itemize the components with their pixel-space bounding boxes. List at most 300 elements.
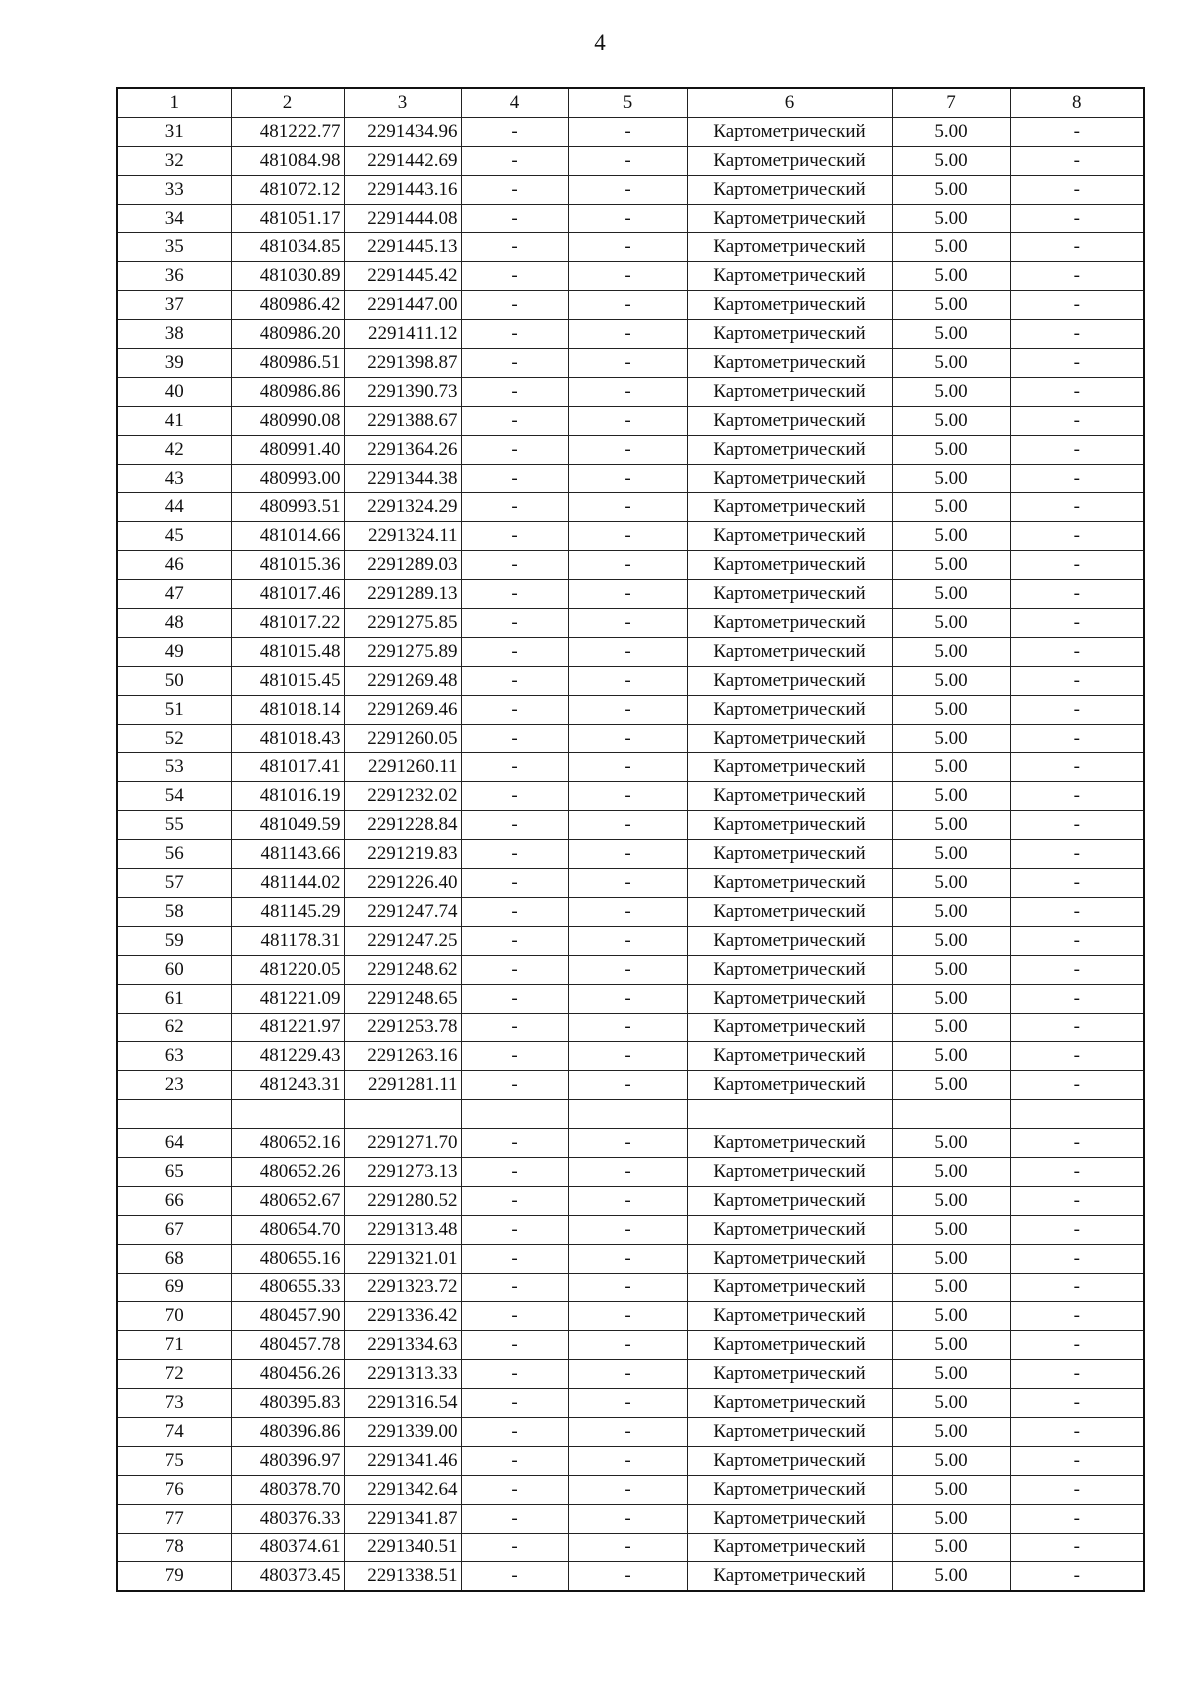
table-row	[117, 1389, 1144, 1418]
x-coordinate-cell: 480395.83	[231, 1389, 344, 1418]
method-cell: Картометрический	[687, 1446, 892, 1475]
page-number: 4	[594, 30, 606, 55]
point-number-cell: 66	[117, 1186, 231, 1215]
point-number-cell: 51	[117, 695, 231, 724]
x-coordinate-cell: 480993.51	[231, 493, 344, 522]
y-coordinate-cell: 2291442.69	[344, 146, 461, 175]
table-row	[117, 1157, 1144, 1186]
table-row	[117, 1215, 1144, 1244]
x-coordinate-cell: 480456.26	[231, 1360, 344, 1389]
x-coordinate-cell: 481221.97	[231, 1013, 344, 1042]
point-number-cell: 43	[117, 464, 231, 493]
point-number-cell: 77	[117, 1504, 231, 1533]
col5-cell: -	[568, 811, 687, 840]
x-coordinate-cell: 481034.85	[231, 233, 344, 262]
col8-cell: -	[1010, 262, 1144, 291]
method-cell: Картометрический	[687, 1533, 892, 1562]
table-row	[117, 782, 1144, 811]
table-row	[117, 1417, 1144, 1446]
header-row	[117, 88, 1144, 117]
table-row	[117, 1302, 1144, 1331]
point-number-cell: 33	[117, 175, 231, 204]
point-number-cell: 73	[117, 1389, 231, 1418]
method-cell: Картометрический	[687, 1417, 892, 1446]
header-cell-3: 3	[344, 88, 461, 117]
method-cell: Картометрический	[687, 782, 892, 811]
col4-cell: -	[461, 262, 568, 291]
point-number-cell: 75	[117, 1446, 231, 1475]
col5-cell: -	[568, 233, 687, 262]
col8-cell: -	[1010, 233, 1144, 262]
y-coordinate-cell: 2291248.62	[344, 955, 461, 984]
method-cell: Картометрический	[687, 146, 892, 175]
col8-cell: -	[1010, 435, 1144, 464]
col5-cell: -	[568, 1389, 687, 1418]
header-cell-8: 8	[1010, 88, 1144, 117]
col5-cell: -	[568, 609, 687, 638]
col4-cell: -	[461, 377, 568, 406]
x-coordinate-cell: 481143.66	[231, 840, 344, 869]
col4-cell: -	[461, 580, 568, 609]
col5-cell: -	[568, 1446, 687, 1475]
y-coordinate-cell: 2291341.46	[344, 1446, 461, 1475]
col4-cell: -	[461, 1042, 568, 1071]
y-coordinate-cell: 2291388.67	[344, 406, 461, 435]
coordinates-table	[116, 87, 1145, 1592]
table-row	[117, 262, 1144, 291]
point-number-cell: 71	[117, 1331, 231, 1360]
x-coordinate-cell: 480986.86	[231, 377, 344, 406]
col4-cell: -	[461, 406, 568, 435]
table-row	[117, 146, 1144, 175]
y-coordinate-cell: 2291247.25	[344, 926, 461, 955]
accuracy-cell: 5.00	[892, 782, 1010, 811]
header-cell-2: 2	[231, 88, 344, 117]
col8-cell: -	[1010, 1302, 1144, 1331]
method-cell: Картометрический	[687, 1389, 892, 1418]
x-coordinate-cell: 480655.33	[231, 1273, 344, 1302]
table-row	[117, 840, 1144, 869]
col8-cell	[1010, 1100, 1144, 1129]
col4-cell: -	[461, 897, 568, 926]
col4-cell: -	[461, 955, 568, 984]
col8-cell: -	[1010, 204, 1144, 233]
header-cell-1: 1	[117, 88, 231, 117]
point-number-cell: 55	[117, 811, 231, 840]
point-number-cell: 35	[117, 233, 231, 262]
col4-cell: -	[461, 435, 568, 464]
col8-cell: -	[1010, 406, 1144, 435]
x-coordinate-cell: 480652.16	[231, 1129, 344, 1158]
col8-cell: -	[1010, 117, 1144, 146]
table-row	[117, 580, 1144, 609]
table-row	[117, 435, 1144, 464]
accuracy-cell: 5.00	[892, 204, 1010, 233]
accuracy-cell: 5.00	[892, 1042, 1010, 1071]
point-number-cell: 41	[117, 406, 231, 435]
y-coordinate-cell: 2291260.11	[344, 753, 461, 782]
col8-cell: -	[1010, 1417, 1144, 1446]
col5-cell: -	[568, 1302, 687, 1331]
point-number-cell: 34	[117, 204, 231, 233]
col8-cell: -	[1010, 320, 1144, 349]
point-number-cell: 59	[117, 926, 231, 955]
y-coordinate-cell: 2291289.03	[344, 551, 461, 580]
accuracy-cell: 5.00	[892, 377, 1010, 406]
method-cell: Картометрический	[687, 551, 892, 580]
y-coordinate-cell: 2291269.48	[344, 666, 461, 695]
method-cell: Картометрический	[687, 897, 892, 926]
table-row	[117, 233, 1144, 262]
col4-cell: -	[461, 1302, 568, 1331]
method-cell: Картометрический	[687, 1013, 892, 1042]
col5-cell: -	[568, 1042, 687, 1071]
x-coordinate-cell: 481030.89	[231, 262, 344, 291]
method-cell: Картометрический	[687, 464, 892, 493]
table-row	[117, 291, 1144, 320]
header-cell-7: 7	[892, 88, 1010, 117]
method-cell: Картометрический	[687, 869, 892, 898]
col4-cell: -	[461, 1562, 568, 1591]
table-row	[117, 1244, 1144, 1273]
table-row	[117, 1475, 1144, 1504]
col5-cell: -	[568, 580, 687, 609]
y-coordinate-cell: 2291443.16	[344, 175, 461, 204]
col5-cell: -	[568, 146, 687, 175]
method-cell: Картометрический	[687, 1042, 892, 1071]
col4-cell: -	[461, 666, 568, 695]
y-coordinate-cell: 2291289.13	[344, 580, 461, 609]
accuracy-cell: 5.00	[892, 146, 1010, 175]
table-row	[117, 1129, 1144, 1158]
col8-cell: -	[1010, 377, 1144, 406]
col5-cell: -	[568, 869, 687, 898]
table-row	[117, 1504, 1144, 1533]
x-coordinate-cell: 481017.22	[231, 609, 344, 638]
point-number-cell: 47	[117, 580, 231, 609]
x-coordinate-cell: 480378.70	[231, 1475, 344, 1504]
col5-cell: -	[568, 1562, 687, 1591]
table-row	[117, 609, 1144, 638]
accuracy-cell: 5.00	[892, 175, 1010, 204]
point-number-cell: 54	[117, 782, 231, 811]
table-row	[117, 1042, 1144, 1071]
y-coordinate-cell: 2291445.42	[344, 262, 461, 291]
method-cell: Картометрический	[687, 349, 892, 378]
col5-cell: -	[568, 464, 687, 493]
method-cell: Картометрический	[687, 1331, 892, 1360]
method-cell: Картометрический	[687, 435, 892, 464]
col4-cell: -	[461, 1389, 568, 1418]
col5-cell: -	[568, 984, 687, 1013]
accuracy-cell: 5.00	[892, 1446, 1010, 1475]
point-number-cell: 61	[117, 984, 231, 1013]
accuracy-cell: 5.00	[892, 320, 1010, 349]
method-cell: Картометрический	[687, 753, 892, 782]
table-row	[117, 377, 1144, 406]
col5-cell: -	[568, 1273, 687, 1302]
y-coordinate-cell: 2291334.63	[344, 1331, 461, 1360]
accuracy-cell: 5.00	[892, 117, 1010, 146]
point-number-cell: 32	[117, 146, 231, 175]
method-cell: Картометрический	[687, 204, 892, 233]
accuracy-cell: 5.00	[892, 1215, 1010, 1244]
y-coordinate-cell: 2291340.51	[344, 1533, 461, 1562]
x-coordinate-cell: 480457.78	[231, 1331, 344, 1360]
table-row	[117, 753, 1144, 782]
col4-cell: -	[461, 753, 568, 782]
col4-cell: -	[461, 117, 568, 146]
y-coordinate-cell: 2291321.01	[344, 1244, 461, 1273]
method-cell: Картометрический	[687, 1186, 892, 1215]
accuracy-cell: 5.00	[892, 580, 1010, 609]
col4-cell: -	[461, 869, 568, 898]
table-row	[117, 1071, 1144, 1100]
accuracy-cell: 5.00	[892, 435, 1010, 464]
point-number-cell: 38	[117, 320, 231, 349]
table-row	[117, 724, 1144, 753]
x-coordinate-cell: 480986.20	[231, 320, 344, 349]
accuracy-cell: 5.00	[892, 493, 1010, 522]
x-coordinate-cell: 481221.09	[231, 984, 344, 1013]
accuracy-cell: 5.00	[892, 262, 1010, 291]
accuracy-cell: 5.00	[892, 666, 1010, 695]
point-number-cell: 53	[117, 753, 231, 782]
col8-cell: -	[1010, 1331, 1144, 1360]
col8-cell: -	[1010, 1042, 1144, 1071]
x-coordinate-cell: 481015.45	[231, 666, 344, 695]
method-cell: Картометрический	[687, 695, 892, 724]
y-coordinate-cell: 2291447.00	[344, 291, 461, 320]
col8-cell: -	[1010, 175, 1144, 204]
point-number-cell: 79	[117, 1562, 231, 1591]
col4-cell: -	[461, 1533, 568, 1562]
x-coordinate-cell: 481015.48	[231, 637, 344, 666]
y-coordinate-cell: 2291336.42	[344, 1302, 461, 1331]
method-cell: Картометрический	[687, 926, 892, 955]
accuracy-cell: 5.00	[892, 1562, 1010, 1591]
x-coordinate-cell: 481220.05	[231, 955, 344, 984]
col5-cell: -	[568, 666, 687, 695]
accuracy-cell: 5.00	[892, 637, 1010, 666]
y-coordinate-cell: 2291228.84	[344, 811, 461, 840]
col4-cell: -	[461, 1244, 568, 1273]
col4-cell: -	[461, 782, 568, 811]
col4-cell: -	[461, 1273, 568, 1302]
table-row	[117, 1273, 1144, 1302]
x-coordinate-cell: 481229.43	[231, 1042, 344, 1071]
separator-row	[117, 1100, 1144, 1129]
table-row	[117, 955, 1144, 984]
point-number-cell: 72	[117, 1360, 231, 1389]
y-coordinate-cell: 2291324.11	[344, 522, 461, 551]
x-coordinate-cell: 480654.70	[231, 1215, 344, 1244]
col8-cell: -	[1010, 1244, 1144, 1273]
col5-cell: -	[568, 1215, 687, 1244]
col8-cell: -	[1010, 522, 1144, 551]
col5-cell: -	[568, 493, 687, 522]
x-coordinate-cell: 481016.19	[231, 782, 344, 811]
x-coordinate-cell: 480373.45	[231, 1562, 344, 1591]
point-number-cell: 31	[117, 117, 231, 146]
point-number-cell: 56	[117, 840, 231, 869]
col5-cell: -	[568, 406, 687, 435]
col4-cell: -	[461, 840, 568, 869]
col4-cell: -	[461, 204, 568, 233]
method-cell: Картометрический	[687, 262, 892, 291]
y-coordinate-cell: 2291316.54	[344, 1389, 461, 1418]
accuracy-cell: 5.00	[892, 1013, 1010, 1042]
x-coordinate-cell: 481072.12	[231, 175, 344, 204]
accuracy-cell: 5.00	[892, 1533, 1010, 1562]
x-coordinate-cell: 481018.14	[231, 695, 344, 724]
col8-cell: -	[1010, 493, 1144, 522]
accuracy-cell: 5.00	[892, 724, 1010, 753]
x-coordinate-cell	[231, 1100, 344, 1129]
y-coordinate-cell: 2291219.83	[344, 840, 461, 869]
y-coordinate-cell: 2291273.13	[344, 1157, 461, 1186]
col8-cell: -	[1010, 1273, 1144, 1302]
y-coordinate-cell: 2291280.52	[344, 1186, 461, 1215]
col4-cell: -	[461, 637, 568, 666]
table-row	[117, 175, 1144, 204]
header-cell-4: 4	[461, 88, 568, 117]
col5-cell: -	[568, 1475, 687, 1504]
method-cell: Картометрический	[687, 724, 892, 753]
x-coordinate-cell: 480993.00	[231, 464, 344, 493]
y-coordinate-cell: 2291275.89	[344, 637, 461, 666]
table-body	[117, 117, 1144, 1591]
method-cell: Картометрический	[687, 493, 892, 522]
y-coordinate-cell: 2291364.26	[344, 435, 461, 464]
col8-cell: -	[1010, 782, 1144, 811]
table-row	[117, 1360, 1144, 1389]
x-coordinate-cell: 481014.66	[231, 522, 344, 551]
col5-cell: -	[568, 695, 687, 724]
point-number-cell: 48	[117, 609, 231, 638]
col8-cell: -	[1010, 1562, 1144, 1591]
col4-cell: -	[461, 926, 568, 955]
x-coordinate-cell: 481222.77	[231, 117, 344, 146]
method-cell	[687, 1100, 892, 1129]
x-coordinate-cell: 481144.02	[231, 869, 344, 898]
x-coordinate-cell: 480374.61	[231, 1533, 344, 1562]
accuracy-cell: 5.00	[892, 1504, 1010, 1533]
col8-cell: -	[1010, 666, 1144, 695]
table-row	[117, 1186, 1144, 1215]
y-coordinate-cell: 2291269.46	[344, 695, 461, 724]
col8-cell: -	[1010, 464, 1144, 493]
col4-cell: -	[461, 811, 568, 840]
x-coordinate-cell: 481049.59	[231, 811, 344, 840]
x-coordinate-cell: 480376.33	[231, 1504, 344, 1533]
method-cell: Картометрический	[687, 984, 892, 1013]
method-cell: Картометрический	[687, 1475, 892, 1504]
y-coordinate-cell: 2291313.33	[344, 1360, 461, 1389]
accuracy-cell: 5.00	[892, 1273, 1010, 1302]
table-row	[117, 1533, 1144, 1562]
table-row	[117, 811, 1144, 840]
header-cell-6: 6	[687, 88, 892, 117]
col8-cell: -	[1010, 146, 1144, 175]
table-row	[117, 666, 1144, 695]
point-number-cell: 65	[117, 1157, 231, 1186]
col8-cell: -	[1010, 869, 1144, 898]
point-number-cell: 78	[117, 1533, 231, 1562]
col5-cell: -	[568, 320, 687, 349]
y-coordinate-cell: 2291247.74	[344, 897, 461, 926]
point-number-cell: 46	[117, 551, 231, 580]
col5-cell: -	[568, 1533, 687, 1562]
x-coordinate-cell: 480986.42	[231, 291, 344, 320]
y-coordinate-cell: 2291313.48	[344, 1215, 461, 1244]
col4-cell: -	[461, 1475, 568, 1504]
accuracy-cell: 5.00	[892, 1071, 1010, 1100]
col8-cell: -	[1010, 1389, 1144, 1418]
point-number-cell: 50	[117, 666, 231, 695]
x-coordinate-cell: 480986.51	[231, 349, 344, 378]
col4-cell: -	[461, 493, 568, 522]
col8-cell: -	[1010, 1533, 1144, 1562]
y-coordinate-cell: 2291445.13	[344, 233, 461, 262]
method-cell: Картометрический	[687, 1244, 892, 1273]
accuracy-cell: 5.00	[892, 522, 1010, 551]
col8-cell: -	[1010, 1360, 1144, 1389]
x-coordinate-cell: 481145.29	[231, 897, 344, 926]
col4-cell: -	[461, 1331, 568, 1360]
col5-cell: -	[568, 291, 687, 320]
col8-cell: -	[1010, 1129, 1144, 1158]
point-number-cell: 68	[117, 1244, 231, 1273]
accuracy-cell: 5.00	[892, 926, 1010, 955]
y-coordinate-cell: 2291232.02	[344, 782, 461, 811]
col4-cell: -	[461, 464, 568, 493]
point-number-cell: 36	[117, 262, 231, 291]
col8-cell: -	[1010, 1157, 1144, 1186]
accuracy-cell: 5.00	[892, 1186, 1010, 1215]
col4-cell: -	[461, 609, 568, 638]
point-number-cell: 69	[117, 1273, 231, 1302]
col5-cell: -	[568, 377, 687, 406]
method-cell: Картометрический	[687, 1273, 892, 1302]
col5-cell: -	[568, 1157, 687, 1186]
accuracy-cell: 5.00	[892, 1475, 1010, 1504]
col8-cell: -	[1010, 984, 1144, 1013]
method-cell: Картометрический	[687, 666, 892, 695]
col8-cell: -	[1010, 609, 1144, 638]
col5-cell: -	[568, 1417, 687, 1446]
point-number-cell: 39	[117, 349, 231, 378]
col5-cell: -	[568, 435, 687, 464]
method-cell: Картометрический	[687, 1360, 892, 1389]
method-cell: Картометрический	[687, 320, 892, 349]
col4-cell: -	[461, 320, 568, 349]
point-number-cell: 45	[117, 522, 231, 551]
col4-cell: -	[461, 1013, 568, 1042]
y-coordinate-cell: 2291342.64	[344, 1475, 461, 1504]
point-number-cell: 58	[117, 897, 231, 926]
col8-cell: -	[1010, 811, 1144, 840]
col8-cell: -	[1010, 1071, 1144, 1100]
x-coordinate-cell: 480652.67	[231, 1186, 344, 1215]
col5-cell: -	[568, 840, 687, 869]
col8-cell: -	[1010, 1215, 1144, 1244]
point-number-cell: 67	[117, 1215, 231, 1244]
table-row	[117, 1446, 1144, 1475]
y-coordinate-cell: 2291248.65	[344, 984, 461, 1013]
point-number-cell: 63	[117, 1042, 231, 1071]
point-number-cell: 74	[117, 1417, 231, 1446]
